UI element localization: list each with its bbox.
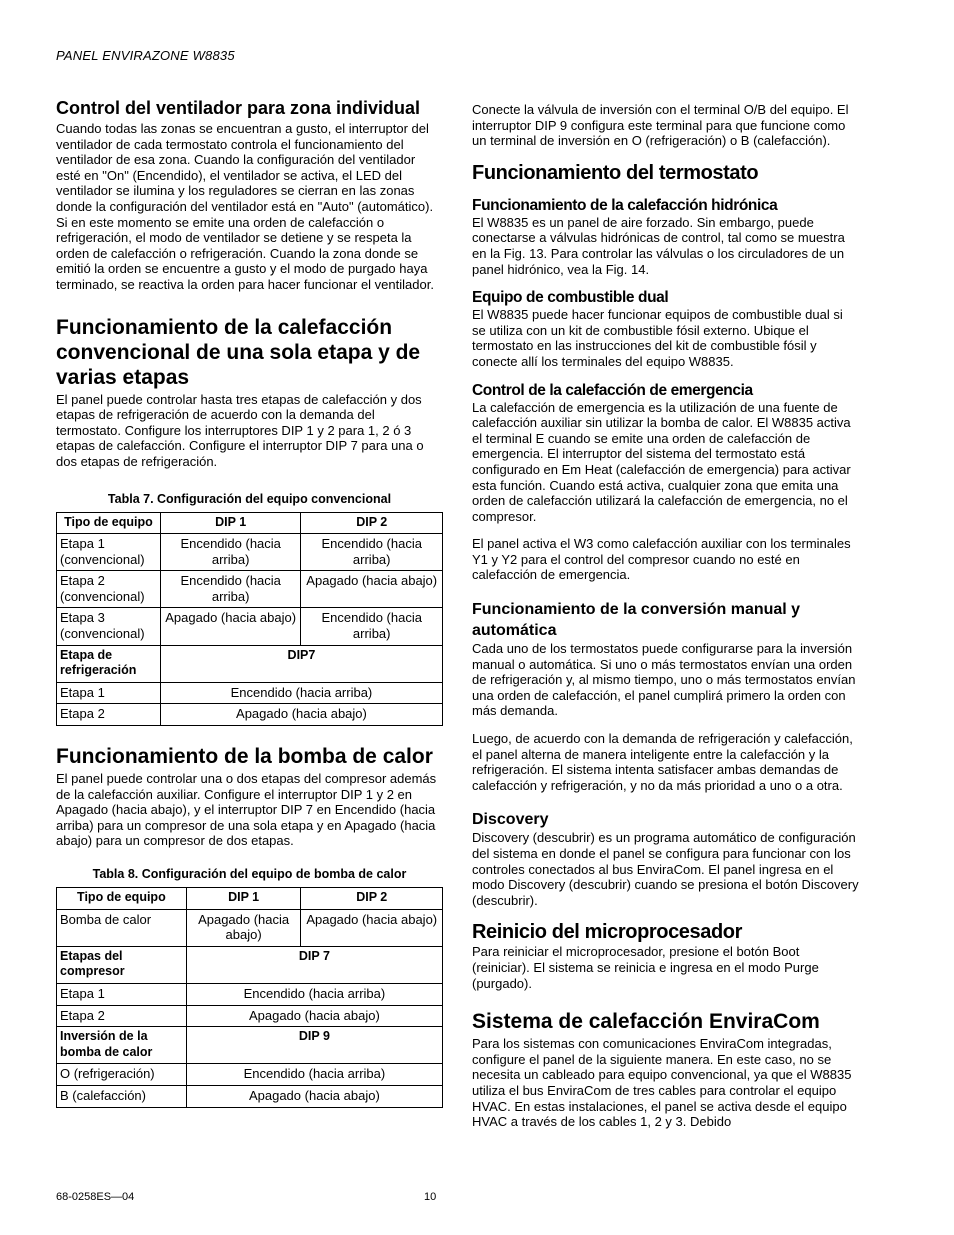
section-title-enviracom-heating: Sistema de calefacción EnviraCom xyxy=(472,1010,820,1034)
table-row xyxy=(57,946,443,983)
table-cell: Encendido (hacia arriba) xyxy=(160,534,301,571)
table-cell: Encendido (hacia arriba) xyxy=(301,608,443,645)
table-header: DIP 2 xyxy=(301,888,443,910)
section-title-conventional-heating: Funcionamiento de la calefacción convencional de una sola etapa y de varias etapas xyxy=(56,315,421,389)
table-cell: Encendido (hacia arriba) xyxy=(186,983,442,1005)
section-title-fan-control: Control del ventilador para zona individual xyxy=(56,98,421,118)
section-text-changeover-2: Luego, de acuerdo con la demanda de refrigeración y calefacción, el panel alterna de manera inteligente entre la calefacción y la refrigeración. El sistema intenta satisfacer ambas demandas de calefacción y refrigeración, y no da más prioridad a uno o a otra. xyxy=(472,731,853,793)
document-number: 68-0258ES—04 xyxy=(56,1191,135,1203)
table-cell: Encendido (hacia arriba) xyxy=(160,682,442,704)
table-row xyxy=(57,512,443,534)
section-text-dual-fuel: El W8835 puede hacer funcionar equipos de combustible dual si se utiliza con un kit de combustible fósil externo. Ubique el termostato en las instrucciones del kit de combustible fósil y conecte allí los terminales del equipo W8835. xyxy=(472,307,843,369)
table-cell: DIP7 xyxy=(160,645,442,682)
table-cell: Inversión de la bomba de calor xyxy=(57,1027,187,1064)
table-header: DIP 1 xyxy=(186,888,301,910)
section-title-thermostat-operation: Funcionamiento del termostato xyxy=(472,161,759,184)
section-title-emergency-heat: Control de la calefacción de emergencia xyxy=(472,381,753,399)
table8-caption: Tabla 8. Configuración del equipo de bomba de calor xyxy=(92,867,407,881)
section-text-hydronic-heating: El W8835 es un panel de aire forzado. Sin embargo, puede conectarse a válvulas hidrónicas de control, tal como se muestra en la Fig. 13. Para controlar las válvulas o los circuladores de un panel hidrónico, vea la Fig. 14. xyxy=(472,214,845,277)
section-text-enviracom-heating: Para los sistemas con comunicaciones EnviraCom integradas, configure el panel de la siguiente manera. En este caso, no se necesita un cableado para equipo convencional, ya que el W8835 utiliza el bus EnviraCom de tres cables para controlar el equipo HVAC. En estas instalaciones, el panel se activa desde el equipo HVAC a través de los cables 1, 2 y 3. Debido xyxy=(472,1036,852,1130)
right-column xyxy=(472,102,860,1130)
table-row xyxy=(57,983,443,1005)
section-text-heat-pump: El panel puede controlar una o dos etapas del compresor además de la calefacción auxiliar. Configure el interruptor DIP 1 y 2 en Apagado (hacia abajo), y el interruptor DIP 7 en Encendido (hacia arriba) para un compresor de una sola etapa y en Apagado (hacia abajo) para un compresor de dos etapas. xyxy=(56,771,437,849)
table-cell: Apagado (hacia abajo) xyxy=(160,608,301,645)
section-title-microprocessor-reset: Reinicio del microprocesador xyxy=(472,921,742,944)
running-header: PANEL ENVIRAZONE W8835 xyxy=(56,48,235,63)
table-cell: Etapa 2 (convencional) xyxy=(57,571,161,608)
section-text-fan-control: Cuando todas las zonas se encuentran a gusto, el interruptor del ventilador de cada termostato controla el funcionamiento del ventilador de esa zona. Cuando la configuración del ventilador esté en "On" (Encendido), el ventilador se activa, el LED del ventilador se ilumina y los reguladores se cierran en las zonas donde la configuración del ventilador está en "Auto" (automático). Si en este momento se emite una orden de calefacción o refrigeración, el modo de ventilador se detiene y se respeta la orden de calefacción o refrigeración. Cuando la zona donde se emitió la orden se encuentre a gusto y el modo de purgado haya terminado, se reactiva la orden para hacer funcionar el ventilador. xyxy=(56,121,434,292)
page-number: 10 xyxy=(424,1191,437,1203)
table-row xyxy=(57,682,443,704)
section-text-microprocessor-reset: Para reiniciar el microprocesador, presione el botón Boot (reiniciar). El sistema se reinicia e ingresa en el modo Purge (purgado). xyxy=(472,944,819,991)
table-cell: Etapas del compresor xyxy=(57,946,187,983)
table-row xyxy=(57,1027,443,1064)
section-title-hydronic-heating: Funcionamiento de la calefacción hidrónica xyxy=(472,196,778,214)
table-cell: Encendido (hacia arriba) xyxy=(186,1064,442,1086)
table-cell: O (refrigeración) xyxy=(57,1064,187,1086)
table-cell: Bomba de calor xyxy=(57,909,187,946)
table-cell: Apagado (hacia abajo) xyxy=(160,704,442,726)
section-text-changeover-1: Cada uno de los termostatos puede configurarse para la inversión manual o automática. Si uno o más termostatos envían una orden de refrigeración y, al mismo tiempo, uno o más termostatos envían una orden de calefacción, el panel cumplirá primero la orden con más demanda. xyxy=(472,641,856,719)
left-column xyxy=(56,98,443,1108)
table-cell: Apagado (hacia abajo) xyxy=(301,909,443,946)
table-cell: DIP 7 xyxy=(186,946,442,983)
section-text-emergency-heat-1: La calefacción de emergencia es la utilización de una fuente de calefacción auxiliar sin utilizar la bomba de calor. El W8835 activa el terminal E cuando se emite una orden de calefacción de emergencia. El interruptor del sistema del termostato está configurado en Em Heat (calefacción de emergencia) para activar esta función. Cuando está activa, cualquier zona que emita una orden de calefacción utilizará la calefacción de emergencia, no el compresor. xyxy=(472,399,851,524)
table-cell: Encendido (hacia arriba) xyxy=(301,534,443,571)
table-cell: Etapa 1 xyxy=(57,682,161,704)
table-cell: Etapa 3 (convencional) xyxy=(57,608,161,645)
table-row xyxy=(57,608,443,645)
table-cell: Apagado (hacia abajo) xyxy=(301,571,443,608)
table-row xyxy=(57,1085,443,1107)
table-cell: Apagado (hacia abajo) xyxy=(186,1005,442,1027)
table-cell: Apagado (hacia abajo) xyxy=(186,1085,442,1107)
table-header: Tipo de equipo xyxy=(57,512,161,534)
table-cell: Encendido (hacia arriba) xyxy=(160,571,301,608)
section-title-dual-fuel: Equipo de combustible dual xyxy=(472,289,669,307)
table-row xyxy=(57,571,443,608)
table-cell: DIP 9 xyxy=(186,1027,442,1064)
table-cell: Etapa 2 xyxy=(57,704,161,726)
section-text-conventional-heating: El panel puede controlar hasta tres etapas de calefacción y dos etapas de refrigeración de acuerdo con la demanda del termostato. Configure los interruptores DIP 1 y 2 para 1, 2 ó 3 etapas de calefacción. Configure el interruptor DIP 7 para una o dos etapas de refrigeración. xyxy=(56,391,424,469)
table7-conventional-config xyxy=(56,512,443,727)
section-text-discovery: Discovery (descubrir) es un programa automático de configuración del sistema en donde el panel se configura para funcionar con los controles conectados al bus EnviraCom. El panel ingresa en el modo Discovery (descubrir) cuando se presiona el botón Discovery (descubrir). xyxy=(472,830,859,908)
section-text-reversing-valve: Conecte la válvula de inversión con el terminal O/B del equipo. El interruptor DIP 9 configura este terminal para que funcione como un terminal de inversión en O (refrigeración) o B (calefacción). xyxy=(472,102,849,149)
table-row xyxy=(57,909,443,946)
table7-caption: Tabla 7. Configuración del equipo convencional xyxy=(107,491,392,506)
table-cell: Etapa 1 xyxy=(57,983,187,1005)
table-cell: Etapa 2 xyxy=(57,1005,187,1027)
table-row xyxy=(57,888,443,910)
table-row xyxy=(57,645,443,682)
table-cell: Etapa de refrigeración xyxy=(57,645,161,682)
table-cell: Etapa 1 (convencional) xyxy=(57,534,161,571)
section-text-emergency-heat-2: El panel activa el W3 como calefacción auxiliar con los terminales Y1 y Y2 para el control del compresor cuando no esté en calefacción de emergencia. xyxy=(472,536,851,583)
table-header: Tipo de equipo xyxy=(57,888,187,910)
table-row xyxy=(57,534,443,571)
table-row xyxy=(57,1064,443,1086)
section-title-heat-pump: Funcionamiento de la bomba de calor xyxy=(56,745,433,769)
table-header: DIP 1 xyxy=(160,512,301,534)
table-cell: B (calefacción) xyxy=(57,1085,187,1107)
table8-heat-pump-config xyxy=(56,887,443,1108)
section-title-changeover: Funcionamiento de la conversión manual y automática xyxy=(472,601,801,640)
section-title-discovery: Discovery xyxy=(472,811,549,829)
table-cell: Apagado (hacia abajo) xyxy=(186,909,301,946)
table-row xyxy=(57,1005,443,1027)
table-header: DIP 2 xyxy=(301,512,443,534)
table-row xyxy=(57,704,443,726)
